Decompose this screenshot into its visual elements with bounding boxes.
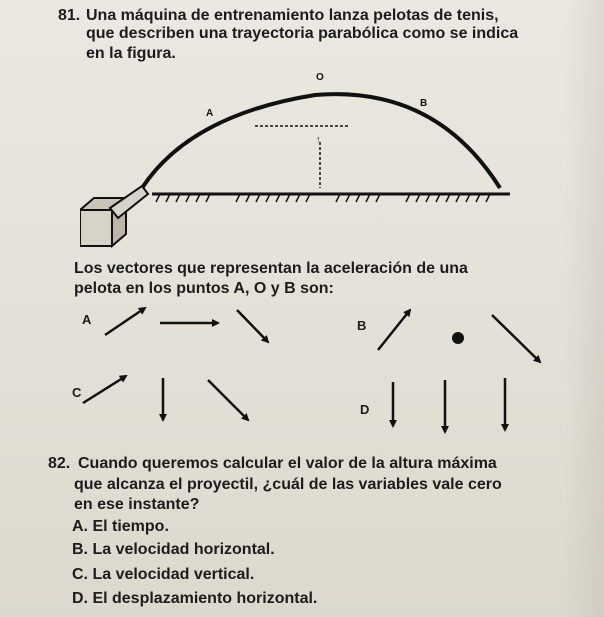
question-81-line3: en la figura. — [86, 45, 176, 62]
vector-options — [0, 300, 604, 450]
answer-b: B. La velocidad horizontal. — [72, 541, 275, 558]
answer-d: D. El desplazamiento horizontal. — [72, 590, 318, 607]
page-edge-shadow — [564, 0, 604, 617]
question-81-line1: 81. Una máquina de entrenamiento lanza pelotas de tenis, — [58, 7, 499, 24]
trajectory-figure — [80, 60, 520, 250]
question-82-number: 82. — [48, 455, 71, 472]
option-c-vector-1 — [83, 376, 126, 403]
question-82-line1: 82. Cuando queremos calcular el valor de la altura máxima — [48, 455, 497, 472]
question-81-prompt-line2: pelota en los puntos A, O y B son: — [74, 280, 334, 297]
label-a: A — [206, 108, 214, 119]
option-c-label: C — [72, 385, 82, 400]
option-b-vector-3 — [492, 315, 540, 362]
option-a-vector-3 — [237, 310, 268, 342]
option-a-label: A — [82, 312, 92, 327]
parabolic-trajectory — [142, 94, 500, 188]
answer-c: C. La velocidad vertical. — [72, 566, 255, 583]
answer-a: A. El tiempo. — [72, 518, 169, 535]
option-b-vector-1 — [378, 310, 410, 350]
option-c-vector-3 — [208, 380, 248, 420]
launcher-machine-icon — [80, 186, 148, 246]
question-82-line3: en ese instante? — [74, 496, 200, 513]
option-b-zero-dot — [452, 332, 464, 344]
question-82-line2: que alcanza el proyectil, ¿cuál de las variables vale cero — [74, 476, 502, 493]
question-81-prompt-line1: Los vectores que representan la aceleración de una — [74, 260, 468, 277]
small-mark: ↑ — [316, 134, 321, 144]
option-a-vector-1 — [105, 308, 145, 335]
option-b-label: B — [357, 318, 367, 333]
question-81-line2: que describen una trayectoria parabólica como se indica — [86, 25, 519, 42]
option-d-label: D — [360, 402, 370, 417]
question-81-number: 81. — [58, 7, 81, 24]
label-b: B — [420, 98, 428, 109]
label-o: O — [316, 72, 324, 83]
